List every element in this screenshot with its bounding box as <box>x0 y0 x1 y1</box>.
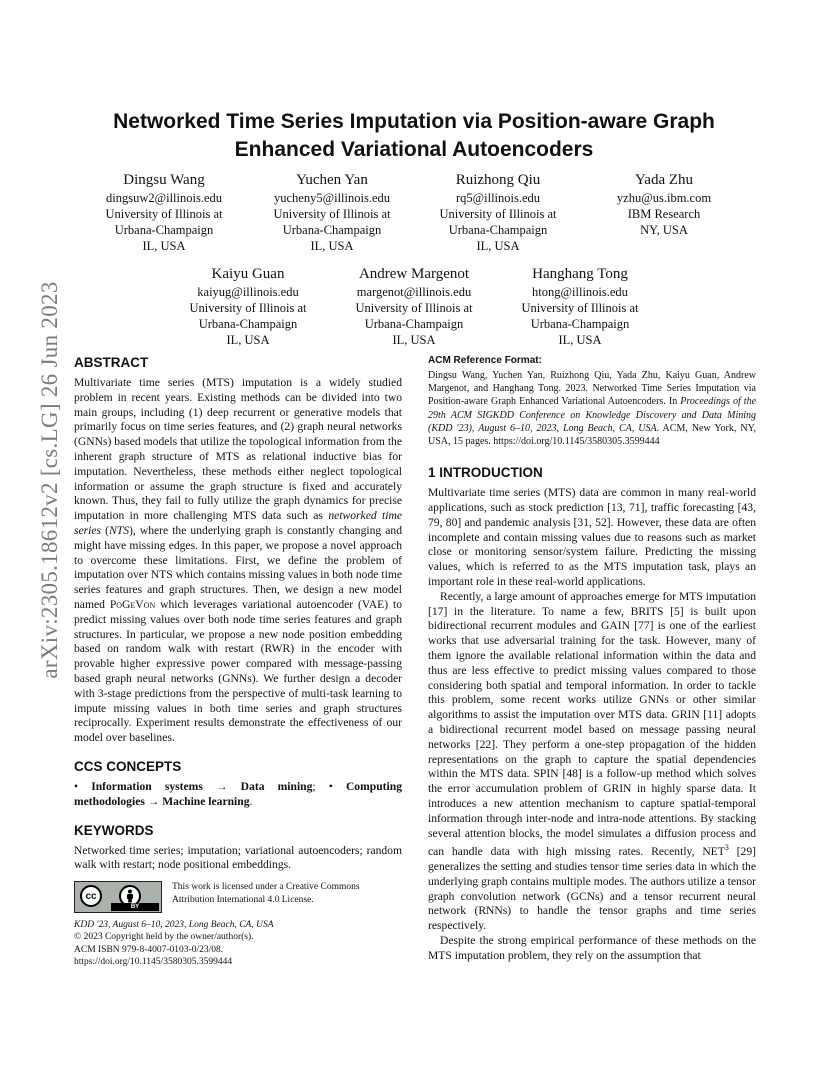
author-affiliation: Urbana-Champaign <box>282 223 382 237</box>
doi-link[interactable]: https://doi.org/10.1145/3580305.3599444 <box>74 956 233 967</box>
author-email[interactable]: yzhu@us.ibm.com <box>616 191 712 205</box>
author-location: IL, USA <box>226 333 270 347</box>
author-email[interactable]: dingsuw2@illinois.edu <box>105 191 223 205</box>
author-card <box>252 170 412 254</box>
author-email[interactable]: yucheny5@illinois.edu <box>273 191 390 205</box>
author-affiliation: Urbana-Champaign <box>364 317 464 331</box>
venue-line: KDD '23, August 6–10, 2023, Long Beach, CA, USA <box>74 920 274 931</box>
author-location: IL, USA <box>476 239 520 253</box>
isbn-line: ACM ISBN 979-8-4007-0103-0/23/08. <box>74 944 224 955</box>
acm-reference-text: Dingsu Wang, Yuchen Yan, Ruizhong Qiu, Yada Zhu, Kaiyu Guan, Andrew Margenot, and Hanghang Tong. 2023. Networked Time Series Imputation via Position-aware Graph Enhanced Variational Autoencoders. In Proceedings of the 29th ACM SIGKDD Conference on Knowledge Discovery and Data Mining (KDD '23), August 6–10, 2023, Long Beach, CA, USA. ACM, New York, NY, USA, 15 pages. https://doi.org/10.1145/3580305.3599444 <box>428 370 757 448</box>
author-email[interactable]: kaiyug@illinois.edu <box>197 285 299 299</box>
author-affiliation: IBM Research <box>627 207 701 221</box>
ccs-concepts: • Information systems → Data mining; • Computing methodologies → Machine learning. <box>74 779 402 808</box>
author-affiliation: University of Illinois at <box>105 207 223 221</box>
author-email[interactable]: rq5@illinois.edu <box>455 191 541 205</box>
author-email[interactable]: htong@illinois.edu <box>532 285 628 299</box>
author-affiliation: University of Illinois at <box>355 301 473 315</box>
license-block <box>74 881 402 913</box>
introduction-heading: 1 INTRODUCTION <box>428 465 543 481</box>
by-label: BY <box>111 903 159 911</box>
author-affiliation: University of Illinois at <box>521 301 639 315</box>
intro-paragraph: Despite the strong empirical performance of these methods on the MTS imputation problem, they rely on the assumption that <box>428 933 756 962</box>
acm-reference-heading: ACM Reference Format: <box>428 355 542 366</box>
right-column <box>428 354 756 964</box>
copyright-line: © 2023 Copyright held by the owner/author(s). <box>74 932 254 943</box>
author-card <box>336 264 492 348</box>
author-location: IL, USA <box>142 239 186 253</box>
author-name: Hanghang Tong <box>532 266 628 282</box>
author-name: Andrew Margenot <box>358 266 470 282</box>
keywords-text: Networked time series; imputation; variational autoencoders; random walk with restart; node positional embeddings. <box>74 843 402 872</box>
cc-by-badge[interactable] <box>74 881 162 913</box>
author-name: Ruizhong Qiu <box>455 172 541 188</box>
arxiv-identifier[interactable]: arXiv:2305.18612v2 [cs.LG] 26 Jun 2023 <box>37 281 62 679</box>
author-affiliation: Urbana-Champaign <box>114 223 214 237</box>
author-name: Dingsu Wang <box>123 172 205 188</box>
author-name: Kaiyu Guan <box>211 266 285 282</box>
author-affiliation: University of Illinois at <box>189 301 307 315</box>
author-card <box>586 170 742 238</box>
author-name: Yada Zhu <box>634 172 694 188</box>
author-location: IL, USA <box>558 333 602 347</box>
license-text: This work is licensed under a Creative Commons Attribution International 4.0 License. <box>172 882 360 905</box>
author-location: IL, USA <box>310 239 354 253</box>
paper-title: Networked Time Series Imputation via Position-aware Graph Enhanced Variational Autoencoders <box>113 110 715 161</box>
author-affiliation: Urbana-Champaign <box>198 317 298 331</box>
intro-paragraph: Recently, a large amount of approaches emerge for MTS imputation [17] in the literature. To name a few, BRITS [5] is built upon bidirectional recurrent modules and GAIN [77] is one of the earliest works that use adversarial training for the task. However, many of them ignore the available relational information within the data and thus are less effective to predict missing values compared to those considering both spatial and temporal information. In order to tackle this problem, some recent works utilize GNNs or other similar algorithms to assist the imputation over MTS data. GRIN [11] adopts a bidirectional recurrent model based on message passing neural networks [22]. They perform a one-step propagation of the hidden representations on the graph to capture the spatial dependencies within the MTS data. SPIN [48] is a follow-up method which solves the error accumulation problem of GRIN in highly sparse data. It introduces a new attention mechanism to capture spatial-temporal information through inter-node and intra-node attentions. By stacking several attention blocks, the model simulates a diffusion process and can handle data with high missing rates. Recently, NET$^3$ [29] generalizes the setting and studies tensor time series data in which the underlying graph contains multiple modes. The authors utilize a tensor graph convolution network (GCNs) and a tensor recurrent neural network (RNNs) to handle the tensor graphs and time series respectively. <box>428 589 756 933</box>
author-email[interactable]: margenot@illinois.edu <box>356 285 472 299</box>
author-name: Yuchen Yan <box>296 172 368 188</box>
author-affiliation: Urbana-Champaign <box>530 317 630 331</box>
author-location: NY, USA <box>640 223 688 237</box>
left-column <box>74 354 402 968</box>
keywords-heading: KEYWORDS <box>74 822 154 838</box>
abstract-text: Multivariate time series (MTS) imputation is a widely studied problem in recent years. Existing methods can be divided into two main groups, including (1) deep recurrent or generative models that primarily focus on time series features, and (2) graph neural networks (GNNs) based models that utilize the topological information from the inherent graph structure of MTS as relational inductive bias for imputation. Nevertheless, these methods either neglect topological information or assume the graph structure is fixed and accurately known. Thus, they fail to fully utilize the graph dynamics for precise imputation in more challenging MTS data such as networked time series (NTS), where the underlying graph is constantly changing and might have missing edges. In this paper, we propose a novel approach to overcome these limitations. First, we define the problem of imputation over NTS which contains missing values in both node time series features and graph structures. Then, we design a new model named PoGeVon which leverages variational autoencoder (VAE) to predict missing values over both node time series features and graph structures. In particular, we propose a new node position embedding based on random walk with restart (RWR) in the encoder with provable higher expressive power compared with message-passing based graph neural networks (GNNs). We further design a decoder with 3-stage predictions from the perspective of multi-task learning to impute missing values in both time series and graph structures reciprocally. Experiment results demonstrate the effectiveness of our model over baselines. <box>74 376 403 745</box>
author-affiliation: University of Illinois at <box>439 207 557 221</box>
cc-icon: cc <box>80 885 102 907</box>
ccs-heading: CCS CONCEPTS <box>74 758 182 774</box>
author-card <box>84 170 244 254</box>
author-card <box>170 264 326 348</box>
author-card <box>502 264 658 348</box>
author-location: IL, USA <box>392 333 436 347</box>
intro-paragraph: Multivariate time series (MTS) data are common in many real-world applications, such as stock prediction [13, 71], traffic forecasting [43, 79, 80] and pandemic analysis [31, 52]. However, these data are often incomplete and contain missing values due to reasons such as market close or monitoring sensor/system failure. Predicting the missing values, which is referred to as the MTS imputation task, plays an important role in these real-world applications. <box>428 486 756 588</box>
author-affiliation: Urbana-Champaign <box>448 223 548 237</box>
author-affiliation: University of Illinois at <box>273 207 391 221</box>
abstract-heading: ABSTRACT <box>74 355 149 370</box>
author-card <box>418 170 578 254</box>
